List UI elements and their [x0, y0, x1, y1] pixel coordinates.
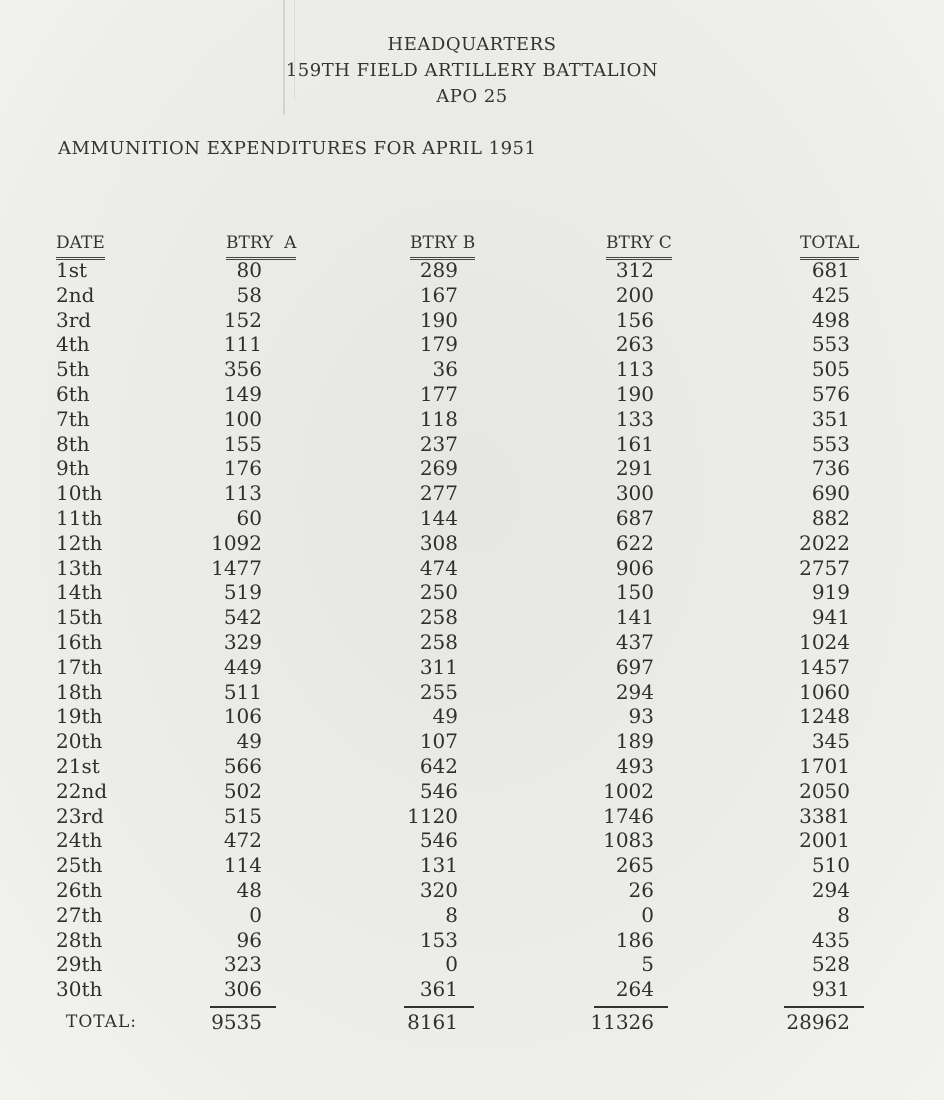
row-btry-b: 49: [432, 704, 458, 729]
totals-btry-a: 9535: [211, 1010, 262, 1034]
table-row: [0, 605, 944, 630]
row-btry-b: 311: [419, 654, 458, 679]
row-total: 510: [811, 853, 850, 878]
row-btry-c: 263: [615, 332, 654, 357]
table-row: [0, 580, 944, 605]
row-total: 2757: [799, 555, 850, 580]
row-btry-b: 320: [419, 878, 458, 902]
table-row: [0, 332, 944, 357]
row-total: 919: [811, 580, 850, 605]
row-btry-c: 294: [615, 679, 654, 704]
row-total: 294: [811, 878, 850, 902]
row-total: 736: [811, 456, 850, 481]
row-btry-b: 190: [419, 307, 458, 332]
row-total: 553: [811, 332, 850, 357]
row-btry-c: 186: [615, 927, 654, 952]
row-btry-a: 502: [223, 778, 262, 803]
table-row: [0, 977, 944, 1002]
row-total: 553: [811, 431, 850, 456]
row-btry-a: 155: [223, 431, 262, 456]
table-row: [0, 506, 944, 531]
row-btry-c: 190: [615, 382, 654, 406]
row-btry-b: 255: [419, 679, 458, 704]
row-btry-a: 49: [236, 729, 262, 754]
row-date: 17th: [56, 654, 103, 679]
table-row: [0, 952, 944, 977]
row-date: 21st: [56, 754, 100, 778]
table-row: [0, 704, 944, 729]
row-btry-b: 289: [419, 258, 458, 282]
row-btry-a: 48: [236, 878, 262, 902]
row-date: 7th: [56, 406, 90, 431]
row-date: 26th: [56, 878, 103, 902]
table-row: [0, 308, 944, 333]
row-total: 8: [837, 902, 850, 927]
row-btry-b: 269: [419, 456, 458, 481]
row-btry-c: 150: [615, 580, 654, 605]
table-row: [0, 382, 944, 407]
row-btry-c: 133: [615, 406, 654, 431]
totals-btry-b: 8161: [407, 1010, 458, 1034]
table-row: [0, 853, 944, 878]
table-row: [0, 928, 944, 953]
column-header-btry-a: BTRY A: [226, 231, 296, 260]
row-btry-a: 149: [223, 382, 262, 406]
row-date: 24th: [56, 828, 103, 853]
row-date: 14th: [56, 580, 103, 605]
row-btry-a: 114: [223, 853, 262, 878]
row-btry-a: 472: [223, 828, 262, 853]
header-headquarters: HEADQUARTERS: [387, 34, 557, 55]
row-date: 28th: [56, 927, 103, 952]
row-total: 2001: [799, 828, 850, 853]
row-total: 425: [811, 282, 850, 307]
row-btry-a: 542: [223, 605, 262, 630]
row-date: 20th: [56, 729, 103, 754]
row-total: 351: [811, 406, 850, 431]
row-btry-a: 113: [223, 481, 262, 506]
row-date: 1st: [56, 258, 88, 282]
row-btry-b: 642: [419, 754, 458, 778]
row-btry-b: 258: [419, 630, 458, 654]
row-btry-b: 144: [419, 506, 458, 530]
row-btry-a: 106: [223, 704, 262, 729]
table-row: [0, 258, 944, 283]
table-row: [0, 531, 944, 556]
row-btry-b: 258: [419, 605, 458, 630]
row-total: 931: [811, 977, 850, 1002]
row-btry-b: 0: [445, 952, 458, 977]
row-date: 2nd: [56, 282, 95, 307]
row-total: 1024: [799, 630, 850, 654]
table-row: [0, 828, 944, 853]
header-apo: APO 25: [436, 86, 508, 107]
row-btry-c: 156: [615, 307, 654, 332]
row-btry-a: 356: [223, 357, 262, 382]
table-row: [0, 556, 944, 581]
totals-grand-total: 28962: [786, 1010, 850, 1034]
table-row: [0, 630, 944, 655]
row-btry-c: 493: [615, 754, 654, 778]
column-header-total: TOTAL: [800, 231, 859, 260]
totals-btry-c: 11326: [590, 1010, 654, 1034]
column-header-btry-b: BTRY B: [410, 231, 475, 260]
row-btry-c: 5: [641, 952, 654, 977]
row-btry-b: 167: [419, 282, 458, 307]
row-btry-c: 141: [615, 605, 654, 630]
row-date: 6th: [56, 382, 90, 406]
row-total: 1457: [799, 654, 850, 679]
row-date: 18th: [56, 679, 103, 704]
row-btry-c: 161: [615, 431, 654, 456]
row-btry-c: 622: [615, 530, 654, 555]
row-btry-b: 250: [419, 580, 458, 605]
row-btry-a: 329: [223, 630, 262, 654]
row-btry-b: 36: [432, 357, 458, 382]
row-date: 13th: [56, 555, 103, 580]
row-btry-a: 58: [236, 282, 262, 307]
table-row: [0, 481, 944, 506]
row-date: 4th: [56, 332, 90, 357]
row-btry-c: 265: [615, 853, 654, 878]
row-btry-c: 312: [615, 258, 654, 282]
row-date: 12th: [56, 530, 103, 555]
row-btry-a: 306: [223, 977, 262, 1002]
table-row: [0, 407, 944, 432]
row-date: 30th: [56, 977, 103, 1002]
row-date: 27th: [56, 902, 103, 927]
row-btry-a: 511: [223, 679, 262, 704]
row-btry-c: 93: [628, 704, 654, 729]
row-date: 9th: [56, 456, 90, 481]
row-btry-b: 308: [419, 530, 458, 555]
row-total: 690: [811, 481, 850, 506]
row-btry-a: 1477: [211, 555, 262, 580]
row-btry-b: 546: [419, 828, 458, 853]
table-row: [0, 779, 944, 804]
row-btry-c: 189: [615, 729, 654, 754]
table-row: [0, 432, 944, 457]
row-btry-a: 515: [223, 803, 262, 828]
row-btry-a: 176: [223, 456, 262, 481]
row-btry-a: 519: [223, 580, 262, 605]
row-btry-b: 361: [419, 977, 458, 1002]
total-rule-a: [210, 1006, 276, 1008]
row-btry-b: 107: [419, 729, 458, 754]
row-btry-b: 237: [419, 431, 458, 456]
row-btry-b: 1120: [407, 803, 458, 828]
table-row: [0, 655, 944, 680]
table-row: [0, 754, 944, 779]
row-date: 5th: [56, 357, 90, 382]
table-row: [0, 878, 944, 903]
row-btry-b: 474: [419, 555, 458, 580]
row-btry-a: 152: [223, 307, 262, 332]
row-btry-c: 1746: [603, 803, 654, 828]
table-row: [0, 357, 944, 382]
row-date: 10th: [56, 481, 103, 506]
row-btry-c: 291: [615, 456, 654, 481]
row-btry-c: 1083: [603, 828, 654, 853]
row-date: 8th: [56, 431, 90, 456]
row-btry-c: 687: [615, 506, 654, 530]
row-btry-a: 111: [223, 332, 262, 357]
table-row: [0, 456, 944, 481]
totals-label: TOTAL:: [66, 1012, 137, 1032]
row-btry-b: 153: [419, 927, 458, 952]
table-row: [0, 283, 944, 308]
row-btry-a: 1092: [211, 530, 262, 555]
row-date: 16th: [56, 630, 103, 654]
row-btry-c: 113: [615, 357, 654, 382]
row-btry-a: 0: [249, 902, 262, 927]
row-btry-b: 177: [419, 382, 458, 406]
row-total: 1701: [799, 754, 850, 778]
column-header-btry-c: BTRY C: [606, 231, 672, 260]
row-btry-a: 449: [223, 654, 262, 679]
row-date: 19th: [56, 704, 103, 729]
row-btry-c: 26: [628, 878, 654, 902]
row-btry-b: 546: [419, 778, 458, 803]
row-total: 941: [811, 605, 850, 630]
row-btry-b: 277: [419, 481, 458, 506]
table-row: [0, 729, 944, 754]
row-btry-c: 300: [615, 481, 654, 506]
row-btry-c: 906: [615, 555, 654, 580]
row-btry-b: 8: [445, 902, 458, 927]
row-total: 576: [811, 382, 850, 406]
row-date: 29th: [56, 952, 103, 977]
row-total: 882: [811, 506, 850, 530]
row-btry-c: 437: [615, 630, 654, 654]
row-date: 23rd: [56, 803, 104, 828]
table-row: [0, 903, 944, 928]
row-btry-b: 118: [419, 406, 458, 431]
row-total: 2022: [799, 530, 850, 555]
row-btry-c: 200: [615, 282, 654, 307]
row-date: 11th: [56, 506, 103, 530]
total-rule-b: [404, 1006, 474, 1008]
row-date: 25th: [56, 853, 103, 878]
row-btry-c: 1002: [603, 778, 654, 803]
row-btry-c: 697: [615, 654, 654, 679]
total-rule-c: [594, 1006, 668, 1008]
row-total: 435: [811, 927, 850, 952]
row-total: 1248: [799, 704, 850, 729]
row-btry-a: 323: [223, 952, 262, 977]
row-date: 3rd: [56, 307, 92, 332]
row-total: 505: [811, 357, 850, 382]
row-btry-a: 60: [236, 506, 262, 530]
document-title: AMMUNITION EXPENDITURES FOR APRIL 1951: [58, 138, 537, 159]
header-battalion: 159TH FIELD ARTILLERY BATTALION: [285, 60, 659, 81]
column-header-date: DATE: [56, 231, 105, 260]
row-total: 2050: [799, 778, 850, 803]
row-total: 345: [811, 729, 850, 754]
table-row: [0, 804, 944, 829]
total-rule-total: [784, 1006, 864, 1008]
row-date: 15th: [56, 605, 103, 630]
row-btry-a: 566: [223, 754, 262, 778]
row-btry-a: 80: [236, 258, 262, 282]
row-total: 3381: [799, 803, 850, 828]
row-btry-a: 100: [223, 406, 262, 431]
row-btry-b: 179: [419, 332, 458, 357]
table-row: [0, 680, 944, 705]
row-btry-b: 131: [419, 853, 458, 878]
row-total: 528: [811, 952, 850, 977]
row-total: 1060: [799, 679, 850, 704]
row-total: 681: [811, 258, 850, 282]
row-total: 498: [811, 307, 850, 332]
row-btry-c: 264: [615, 977, 654, 1002]
row-btry-c: 0: [641, 902, 654, 927]
row-date: 22nd: [56, 778, 108, 803]
row-btry-a: 96: [236, 927, 262, 952]
